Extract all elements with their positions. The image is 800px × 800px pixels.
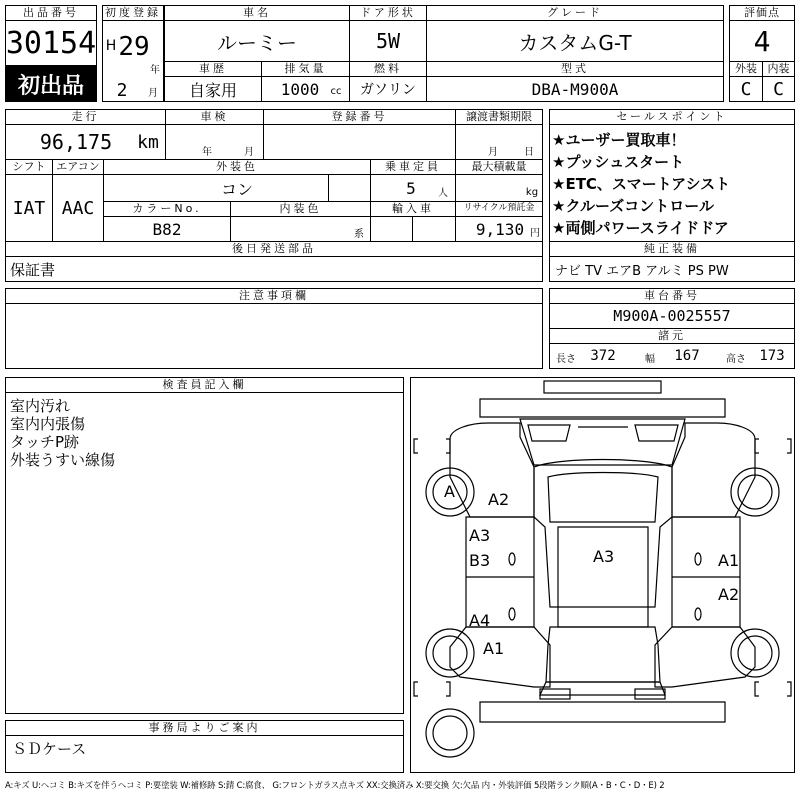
damage-mark: A1 [718,551,740,570]
damage-mark: A3 [469,526,491,545]
transfer-day-unit: 日 [524,146,534,158]
office-note: ＳＤケース [12,740,87,758]
color-no: B82 [152,219,182,239]
inspector-line: 外装うすい線傷 [10,451,116,469]
length-label: 長さ [556,353,576,365]
fuel-header: 燃料 [349,61,427,77]
capacity: 5 [406,178,416,198]
office-header: 事務局よりご案内 [5,720,404,736]
inspector-line: 室内内張傷 [10,415,86,433]
car-name-header: 車名 [164,5,350,21]
damage-mark: A1 [483,639,505,658]
era: H [105,38,117,54]
damage-mark: A2 [488,490,510,509]
displacement: 1000 [280,79,320,99]
int-color-box [230,216,371,242]
sales-point-item: ★クルーズコントロール [552,197,714,215]
first-listing-text: 初出品 [17,73,84,99]
inspector-line: 室内汚れ [10,397,71,415]
sales-points-header: セールスポイント [549,109,795,125]
int-color-header: 内装色 [230,201,371,217]
import-box [370,216,456,242]
width-label: 幅 [645,353,655,365]
color-no-header: カラーNo. [103,201,231,217]
mileage-unit: km [137,131,159,153]
damage-mark: A2 [718,585,740,604]
inspector-line: タッチP跡 [10,433,80,451]
fuel: ガソリン [360,82,416,98]
import-header: 輸入車 [370,201,456,217]
ext-color-header: 外装色 [103,159,371,175]
max-load-header: 最大積載量 [455,159,543,175]
score-header: 評価点 [729,5,795,21]
grade-header: グレード [426,5,724,21]
damage-mark: B3 [469,551,491,570]
import-divider [412,216,413,242]
grade: カスタムG-T [518,30,632,55]
equipment: ナビ TV エアB アルミ PS PW [555,263,729,279]
inspection-month-unit: 月 [244,146,254,158]
sales-point-item: ★両側パワースライドドア [552,219,729,237]
mileage: 96,175 [39,130,113,154]
transfer-month-unit: 月 [488,146,498,158]
car-name: ルーミー [217,30,297,55]
recycle-unit: 円 [530,227,540,239]
interior-grade: C [773,78,784,100]
reg-month: 2 [116,79,128,101]
dims-header: 諸元 [549,328,795,344]
model-header: 型式 [426,61,724,77]
chassis-number: M900A-0025557 [613,307,731,325]
reg-no-header: 登録番号 [263,109,456,125]
notes-box [5,303,543,369]
month-unit: 月 [148,87,158,99]
lot-number-header: 出品番号 [5,5,97,21]
recycle: 9,130 [475,219,525,239]
inspector-header: 検査員記入欄 [5,377,404,393]
ac: AAC [61,197,95,219]
interior-header: 内装 [762,61,795,77]
shift: IAT [12,197,46,219]
exterior-header: 外装 [729,61,763,77]
damage-mark: A4 [469,611,491,630]
reg-year: 29 [118,32,150,62]
door: 5W [375,29,401,53]
inspection-header: 車検 [165,109,264,125]
inspection-year-unit: 年 [202,146,212,158]
ext-color-divider [328,174,329,202]
recycle-header: リサイクル預託金 [455,201,543,217]
reg-no-box [263,124,456,160]
sales-point-item: ★ETC、スマートアシスト [552,175,731,193]
chassis-header: 車台番号 [549,288,795,304]
damage-mark: A3 [593,547,615,566]
later-parts-header: 後日発送部品 [5,241,543,257]
capacity-unit: 人 [438,187,448,199]
history-header: 車歴 [164,61,262,77]
exterior-grade: C [740,78,752,100]
sales-point-item: ★プッシュスタート [552,153,685,171]
history: 自家用 [188,80,237,100]
width: 167 [674,348,700,364]
car-diagram-drawing [410,377,795,773]
transfer-header: 譲渡書類期限 [455,109,543,125]
height: 173 [759,348,785,364]
ac-header: エアコン [52,159,104,175]
year-unit: 年 [150,64,160,76]
damage-mark: A [444,482,455,501]
max-load-unit: kg [525,186,539,198]
length: 372 [590,348,616,364]
capacity-header: 乗車定員 [370,159,456,175]
mileage-header: 走行 [5,109,166,125]
later-parts-box [5,256,543,282]
sales-point-item: ★ユーザー買取車！ [552,131,686,149]
shift-header: シフト [5,159,53,175]
later-parts: 保証書 [10,260,56,279]
displacement-header: 排気量 [261,61,350,77]
lot-number: 30154 [5,25,97,61]
notes-header: 注意事項欄 [5,288,543,304]
displacement-unit: cc [330,85,342,97]
legend: A:キズ U:ヘコミ B:キズを伴うヘコミ P:要塗装 W:補修跡 S:錆 C:腐食、 G:フロントガラス点キズ XX:交換済み X:要交換 欠:欠品 内・外装評価 5段階ランク順(A・B・C・D・E) 2 [5,781,665,791]
int-color-unit: 系 [354,228,364,240]
ext-color: コン [220,179,253,199]
door-header: ドア形状 [349,5,427,21]
height-label: 高さ [726,353,746,365]
model: DBA-M900A [531,79,619,99]
score: 4 [753,24,771,58]
first-reg-header: 初度登録 [102,5,164,21]
equipment-header: 純正装備 [549,241,795,257]
